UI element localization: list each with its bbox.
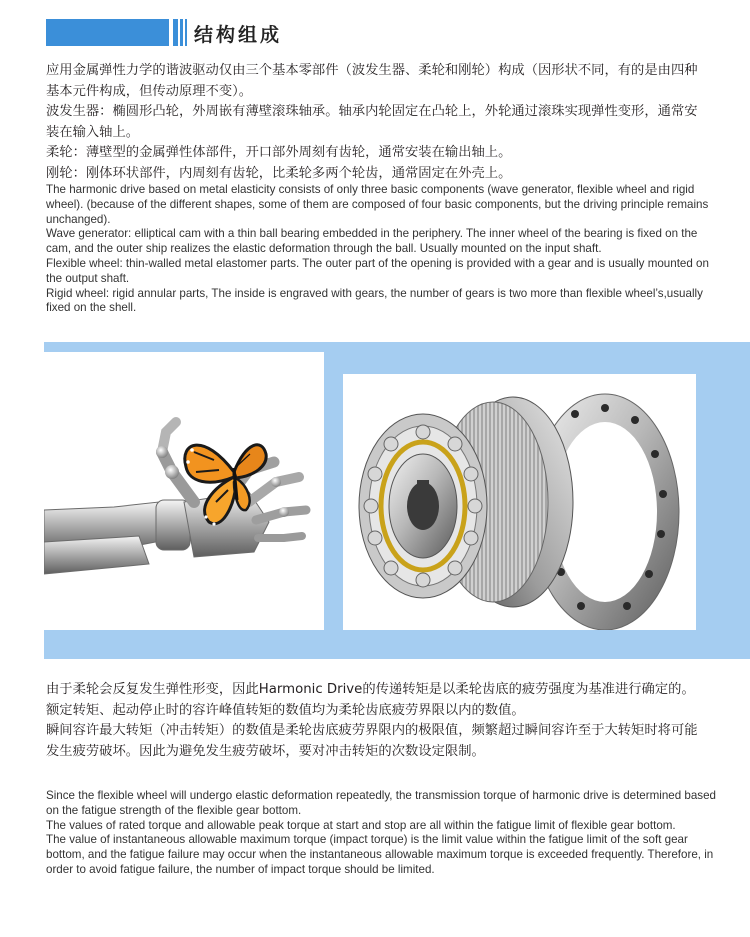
harmonic-drive-image xyxy=(343,374,696,630)
header-stripe xyxy=(173,19,178,46)
robot-hand-image xyxy=(44,352,324,630)
torque-chinese xyxy=(46,680,706,762)
paragraph: 由于柔轮会反复发生弹性形变，因此Harmonic Drive的传递转矩是以柔轮齿底的疲劳强度为基准进行确定的。 xyxy=(46,682,695,697)
paragraph: 波发生器：椭圆形凸轮，外周嵌有薄壁滚珠轴承。轴承内轮固定在凸轮上，外轮通过滚珠实现弹性变形，通常安装在输入轴上。 xyxy=(46,104,698,140)
intro-english xyxy=(46,183,716,316)
header-accent-bar xyxy=(46,19,169,46)
paragraph: Rigid wheel: rigid annular parts, The inside is engraved with gears, the number of gears is two more than flexible wheel’s,usually fixed on the shell. xyxy=(46,286,703,315)
intro-chinese xyxy=(46,61,706,184)
section-header xyxy=(46,18,326,48)
torque-english xyxy=(46,789,716,878)
section-title: 结构组成 xyxy=(194,24,283,46)
paragraph: The values of rated torque and allowable peak torque at start and stop are all within the fatigue limit of flexible gear bottom. xyxy=(46,818,676,832)
header-stripe xyxy=(185,19,187,46)
paragraph: Flexible wheel: thin-walled metal elastomer parts. The outer part of the opening is provided with a gear and is usually mounted on the output shaft. xyxy=(46,256,709,285)
paragraph: 刚轮：刚体环状部件，内周刻有齿轮，比柔轮多两个轮齿，通常固定在外壳上。 xyxy=(46,165,512,181)
paragraph: The value of instantaneous allowable maximum torque (impact torque) is the limit value within the fatigue limit of the soft gear bottom, and the fatigue failure may occur when the instantaneous allowable maximum torque is exceeded frequently. Therefore, in order to avoid fatigue failure, the number of impact torque should be limited. xyxy=(46,833,714,876)
paragraph: The harmonic drive based on metal elasticity consists of only three basic components (wave generator, flexible wheel and rigid wheel). (because of the different shapes, some of them are composed of four basic components, but the driving principle remains unchanged). xyxy=(46,183,709,226)
paragraph: 额定转矩、起动停止时的容许峰值转矩的数值均为柔轮齿底疲劳界限以内的数值。 xyxy=(46,702,525,718)
paragraph: Since the flexible wheel will undergo elastic deformation repeatedly, the transmission torque of harmonic drive is determined based on the fatigue strength of the flexible gear bottom. xyxy=(46,789,717,817)
paragraph: 应用金属弹性力学的谐波驱动仅由三个基本零部件（波发生器、柔轮和刚轮）构成（因形状不同，有的是由四种基本元件构成，但传动原理不变）。 xyxy=(46,63,698,99)
paragraph: 瞬间容许最大转矩（冲击转矩）的数值是柔轮齿底疲劳界限内的极限值，频繁超过瞬间容许至于大转矩时将可能发生疲劳破坏。因此为避免发生疲劳破坏，要对冲击转矩的次数设定限制。 xyxy=(46,723,698,759)
header-stripe xyxy=(180,19,183,46)
paragraph: Wave generator: elliptical cam with a thin ball bearing embedded in the periphery. The inner wheel of the bearing is fixed on the cam, and the outer ship realizes the elastic deformation through the ball. Usually mounted on the input shaft. xyxy=(46,227,698,256)
paragraph: 柔轮：薄壁型的金属弹性体部件，开口部外周刻有齿轮，通常安装在输出轴上。 xyxy=(46,145,512,160)
